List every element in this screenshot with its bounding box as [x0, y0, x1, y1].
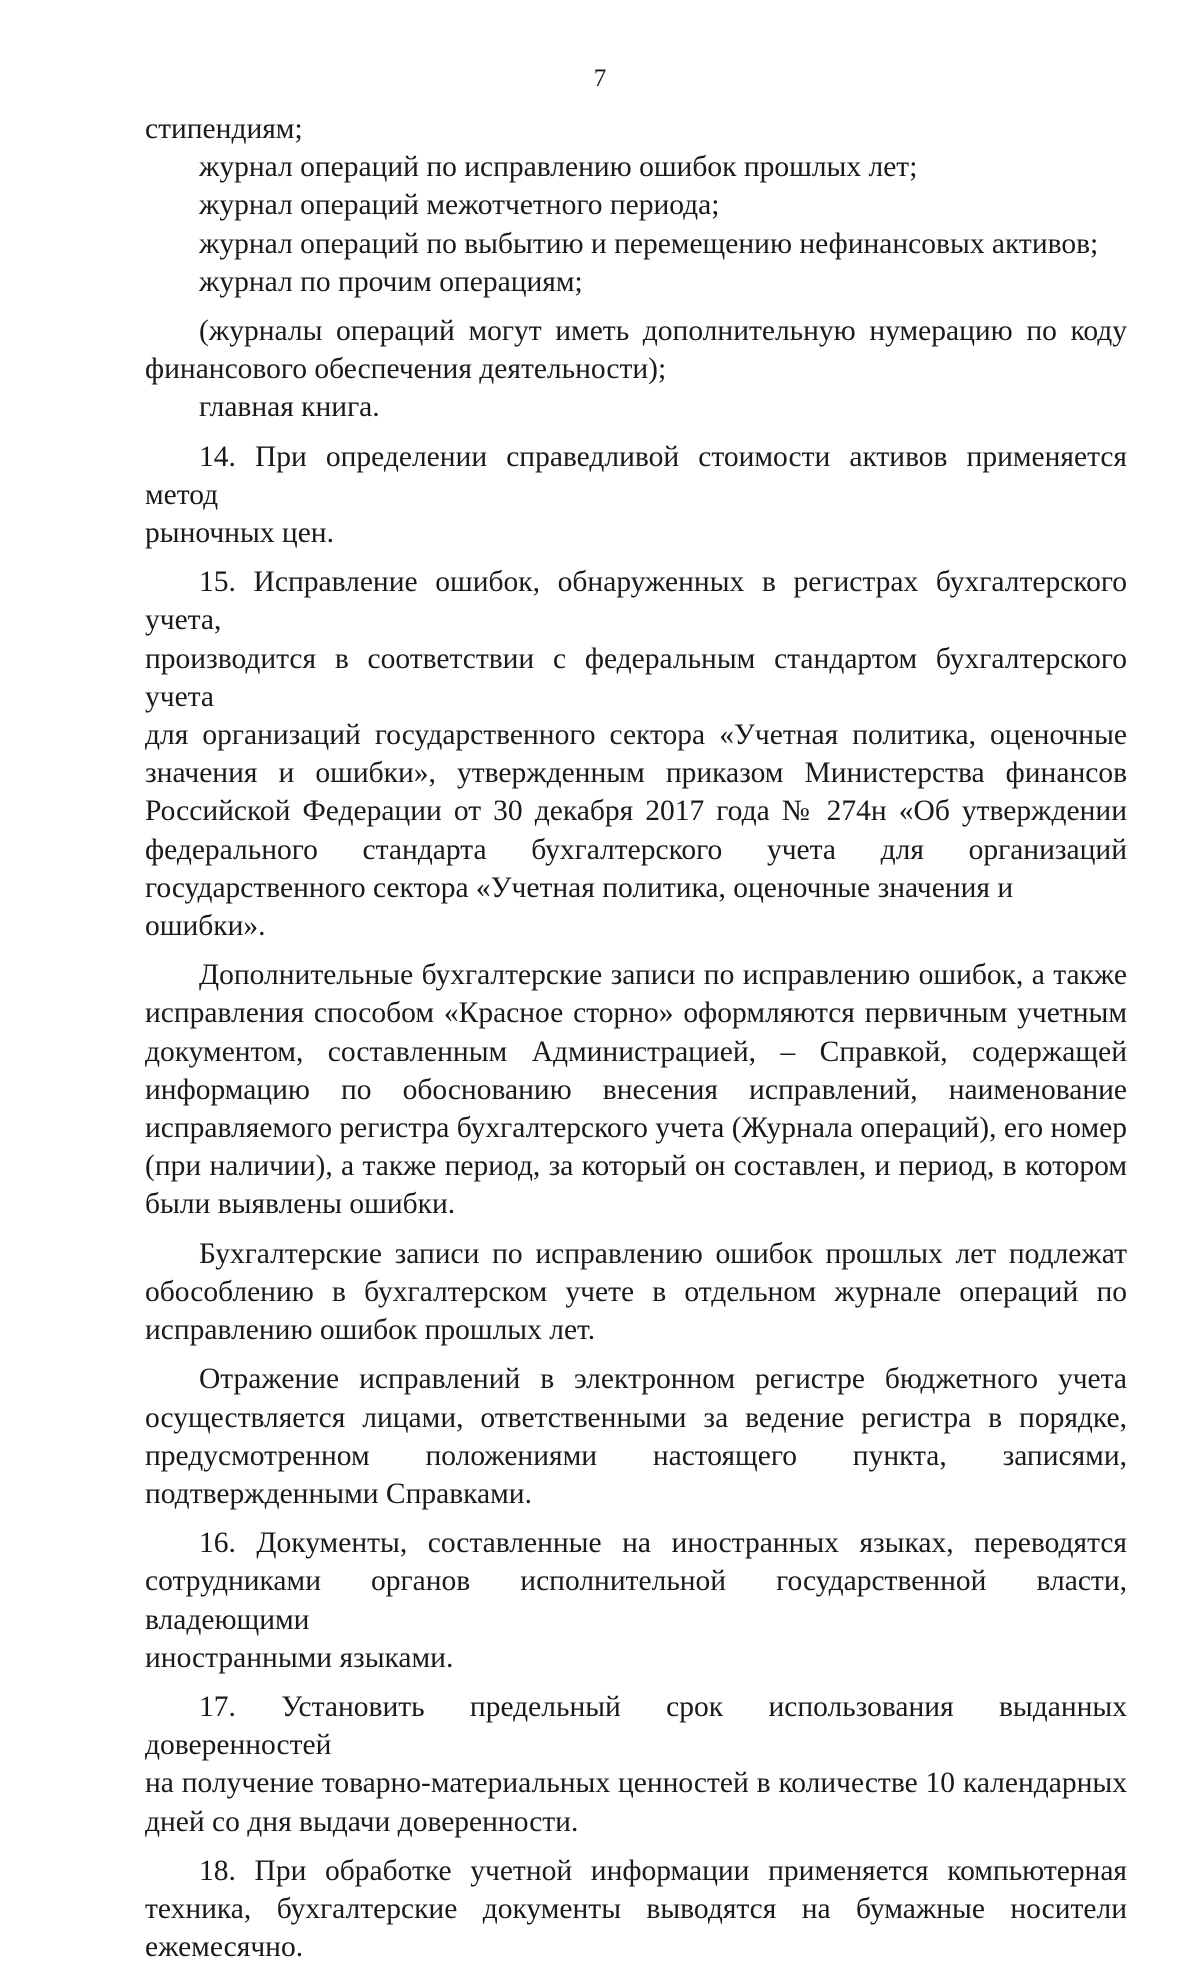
text-line: предусмотренном положениями настоящего пункта, записями, — [145, 1439, 1127, 1472]
text-line: 16. Документы, составленные на иностранных языках, переводятся — [199, 1527, 1127, 1560]
text-line: Дополнительные бухгалтерские записи по исправлению ошибок, а также — [199, 959, 1127, 992]
text-line: производится в соответствии с федеральным стандартом бухгалтерского учета — [145, 642, 1127, 713]
text-line: осуществляется лицами, ответственными за ведение регистра в порядке, — [145, 1401, 1127, 1434]
paragraph-electronic-register — [145, 1360, 1127, 1513]
text-line: 17. Установить предельный срок использования выданных доверенностей — [145, 1690, 1127, 1762]
paragraph-item-16 — [145, 1524, 1127, 1677]
paragraph-stipend-tail — [145, 110, 1127, 148]
paragraph-journal-corrections — [145, 148, 1127, 186]
text-line: информацию по обоснованию внесения исправлений, наименование — [145, 1073, 1127, 1106]
text-line: документом, составленным Администрацией, – Справкой, содержащей — [145, 1035, 1127, 1068]
text-line: главная книга. — [199, 391, 380, 424]
text-line: 14. При определении справедливой стоимости активов применяется метод — [145, 440, 1127, 511]
page-number: 7 — [593, 65, 607, 92]
text-line: иностранными языками. — [145, 1641, 454, 1674]
text-line: журнал операций межотчетного периода; — [199, 189, 720, 222]
text-line: исправляемого регистра бухгалтерского учета (Журнала операций), его номер — [145, 1112, 1127, 1145]
text-line: стипендиям; — [145, 113, 303, 145]
paragraph-journal-interim — [145, 186, 1127, 224]
text-line: Российской Федерации от 30 декабря 2017 года № 274н «Об утверждении — [145, 795, 1127, 828]
text-line: подтвержденными Справками. — [145, 1477, 532, 1510]
text-line: 15. Исправление ошибок, обнаруженных в регистрах бухгалтерского учета, — [145, 566, 1127, 637]
paragraph-prior-year-entries — [145, 1235, 1127, 1350]
text-line: государственного сектора «Учетная политика, оценочные значения и ошибки». — [145, 871, 1014, 943]
paragraph-journals-note — [145, 312, 1127, 388]
text-line: для организаций государственного сектора «Учетная политика, оценочные — [145, 719, 1127, 752]
paragraph-item-15 — [145, 563, 1127, 945]
text-line: ежемесячно. — [145, 1931, 304, 1964]
text-line: федерального стандарта бухгалтерского учета для организаций — [145, 833, 1127, 866]
paragraph-journal-other — [145, 263, 1127, 301]
paragraph-general-ledger — [145, 388, 1127, 426]
paragraph-item-14 — [145, 438, 1127, 553]
text-line: журнал операций по выбытию и перемещению нефинансовых активов; — [199, 227, 1099, 260]
text-line: журнал операций по исправлению ошибок прошлых лет; — [199, 151, 918, 184]
text-line: (при наличии), а также период, за который он составлен, и период, в котором — [145, 1150, 1127, 1183]
text-line: финансового обеспечения деятельности); — [145, 353, 667, 386]
text-line: сотрудниками органов исполнительной государственной власти, владеющими — [145, 1565, 1127, 1636]
text-line: исправлению ошибок прошлых лет. — [145, 1314, 596, 1347]
text-line: техника, бухгалтерские документы выводятся на бумажные носители — [145, 1892, 1127, 1925]
text-line: исправления способом «Красное сторно» оформляются первичным учетным — [145, 997, 1127, 1030]
text-line: на получение товарно-материальных ценностей в количестве 10 календарных — [145, 1767, 1127, 1800]
paragraph-item-18 — [145, 1852, 1127, 1966]
text-line: (журналы операций могут иметь дополнительную нумерацию по коду — [199, 315, 1127, 348]
text-line: были выявлены ошибки. — [145, 1188, 456, 1221]
text-line: рыночных цен. — [145, 517, 334, 550]
text-line: журнал по прочим операциям; — [199, 265, 583, 298]
text-line: дней со дня выдачи доверенности. — [145, 1805, 579, 1838]
paragraph-additional-entries — [145, 956, 1127, 1223]
text-line: Бухгалтерские записи по исправлению ошибок прошлых лет подлежат — [199, 1237, 1127, 1270]
text-line: Отражение исправлений в электронном регистре бюджетного учета — [199, 1363, 1127, 1396]
text-line: значения и ошибки», утвержденным приказом Министерства финансов — [145, 757, 1127, 790]
paragraph-journal-disposal — [145, 225, 1127, 263]
paragraph-item-17 — [145, 1688, 1127, 1841]
document-text — [145, 110, 1127, 1966]
text-line: обособлению в бухгалтерском учете в отдельном журнале операций по — [145, 1275, 1127, 1308]
text-line: 18. При обработке учетной информации применяется компьютерная — [199, 1854, 1127, 1887]
